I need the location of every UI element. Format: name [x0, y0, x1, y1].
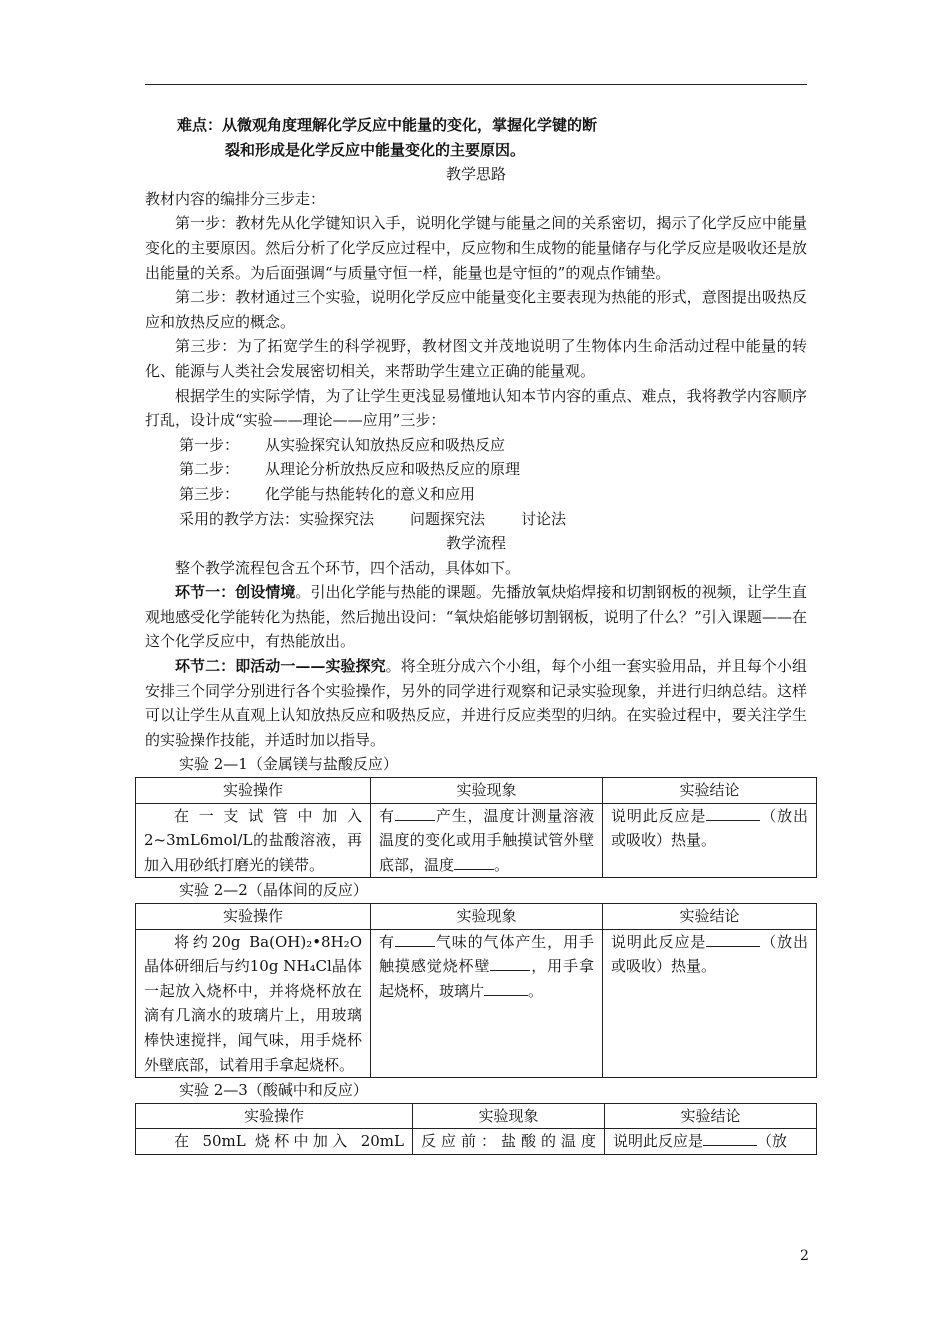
plan-step-label: 第三步：: [179, 484, 240, 503]
method-item: 实验探究法: [299, 509, 375, 528]
header-conclusion: 实验结论: [605, 1103, 817, 1129]
text-span: 有: [379, 806, 395, 825]
header-phenomenon: 实验现象: [413, 1103, 605, 1129]
difficulty-line-2: 裂和形成是化学反应中能量变化的主要原因。: [225, 140, 526, 159]
exp3-conclusion: [605, 1129, 817, 1155]
plan-step-label: 第一步：: [179, 435, 240, 454]
answer-blank[interactable]: [703, 1129, 757, 1146]
stage-2-title: 环节二：即活动一——实验探究: [175, 657, 386, 676]
methods-label: 采用的教学方法：: [179, 509, 300, 528]
exp2-caption: 实验 2—2（晶体间的反应）: [179, 881, 368, 900]
paragraph-step-1: 第一步：教材先从化学键知识入手，说明化学键与能量之间的关系密切，揭示了化学反应中能量变化的主要原因。然后分析了化学反应过程中，反应物和生成物的能量储存与化学反应是吸收还是放出能量的关系。为后面强调“与质量守恒一样，能量也是守恒的”的观点作铺垫。: [145, 214, 807, 282]
exp3-table: [135, 1103, 817, 1155]
header-operation: 实验操作: [136, 778, 371, 804]
intro-text: 教材内容的编排分三步走：: [145, 189, 326, 208]
text-span: 有: [379, 932, 395, 951]
table-row: [136, 803, 817, 878]
table-header-row: [136, 904, 817, 930]
answer-blank[interactable]: [706, 804, 760, 821]
answer-blank[interactable]: [490, 954, 530, 971]
exp2-operation: 将约20g Ba(OH)₂•8H₂O晶体研细后与约10g NH₄Cl晶体一起放入烧杯中，并将烧杯放在滴有几滴水的玻璃片上，用玻璃棒快速搅拌，闻气味，用手烧杯外壁底部，试着用手拿起烧杯。: [136, 929, 371, 1078]
exp3-operation: 在 50mL 烧杯中加入 20mL: [136, 1129, 413, 1155]
plan-step-text: 从理论分析放热反应和吸热反应的原理: [265, 460, 521, 479]
text-span: （放出或吸收）热量。: [611, 806, 808, 850]
paragraph-step-3: 第三步：为了拓宽学生的科学视野，教材图文并茂地说明了生物体内生命活动过程中能量的转化、能源与人类社会发展密切相关，来帮助学生建立正确的能量观。: [145, 337, 807, 380]
table-header-row: [136, 1103, 817, 1129]
plan-step-2: [145, 457, 807, 482]
heading-teaching-idea: 教学思路: [445, 165, 506, 184]
page-number: 2: [800, 1248, 809, 1264]
text-span: 说明此反应是: [611, 932, 707, 951]
text-span: 。: [494, 855, 510, 874]
header-phenomenon: 实验现象: [371, 904, 603, 930]
header-operation: 实验操作: [136, 904, 371, 930]
stage-2-text: 。将全班分成六个小组，每个小组一套实验用品，并且每个小组安排三个同学分别进行各个实验操作，另外的同学进行观察和记录实验现象，并进行归纳总结。这样可以让学生从直观上认知放热反应和吸热反应，并进行反应类型的归纳。在实验过程中，要关注学生的实验操作技能，并适时加以指导。: [145, 657, 807, 749]
answer-blank[interactable]: [484, 979, 528, 996]
heading-teaching-flow: 教学流程: [445, 534, 506, 553]
plan-step-1: [145, 433, 807, 458]
exp1-table: [135, 777, 817, 878]
method-item: 讨论法: [521, 509, 567, 528]
text-span: 。: [528, 981, 544, 1000]
header-operation: 实验操作: [136, 1103, 413, 1129]
answer-blank[interactable]: [395, 930, 435, 947]
table-row: [136, 929, 817, 1078]
paragraph-stage-1: [145, 580, 807, 654]
text-span: （放: [757, 1132, 788, 1151]
exp3-caption: 实验 2—3（酸碱中和反应）: [179, 1081, 368, 1100]
text-span: 产生，温度计测量溶液温度的变化或用手触摸试管外壁底部，温度: [379, 806, 594, 874]
exp2-phenomenon: [371, 929, 603, 1078]
text-span: 说明此反应是: [611, 806, 707, 825]
exp1-caption: 实验 2—1（金属镁与盐酸反应）: [179, 755, 398, 774]
stage-1-text: 。引出化学能与热能的课题。先播放氧炔焰焊接和切割钢板的视频，让学生直观地感受化学能转化为热能，然后抛出设问：“氧炔焰能够切割钢板，说明了什么？”引入课题——在这个化学反应中，有热能放出。: [145, 583, 807, 651]
exp2-table: [135, 903, 817, 1078]
method-item: 问题探究法: [410, 509, 486, 528]
plan-step-text: 化学能与热能转化的意义和应用: [265, 484, 476, 503]
text-span: 气味的气体产生，用手触摸感觉烧杯壁: [379, 932, 594, 976]
plan-step-label: 第二步：: [179, 460, 240, 479]
paragraph-stage-2: [145, 654, 807, 752]
answer-blank[interactable]: [454, 853, 494, 870]
header-rule: [145, 84, 807, 85]
table-row: [136, 1129, 817, 1155]
difficulty-line-1: 难点：从微观角度理解化学反应中能量的变化，掌握化学键的断: [177, 116, 598, 134]
exp1-operation: 在一支试管中加入2~3mL6mol/L的盐酸溶液，再加入用砂纸打磨光的镁带。: [136, 803, 371, 878]
page-content: [145, 113, 807, 1155]
text-span: ，用手拿起烧杯，玻璃片: [379, 957, 594, 1000]
header-phenomenon: 实验现象: [371, 778, 603, 804]
header-conclusion: 实验结论: [603, 778, 817, 804]
teaching-methods: [145, 507, 807, 532]
table-header-row: [136, 778, 817, 804]
text-span: （放出或吸收）热量。: [611, 932, 808, 976]
header-conclusion: 实验结论: [603, 904, 817, 930]
flow-intro: 整个教学流程包含五个环节，四个活动，具体如下。: [175, 558, 521, 577]
paragraph-step-2: 第二步：教材通过三个实验，说明化学反应中能量变化主要表现为热能的形式，意图提出吸热反应和放热反应的概念。: [145, 288, 807, 331]
paragraph-plan: 根据学生的实际学情，为了让学生更浅显易懂地认知本节内容的重点、难点，我将教学内容顺序打乱，设计成“实验——理论——应用”三步：: [145, 386, 807, 430]
exp3-phenomenon: 反应前：盐酸的温度: [413, 1129, 605, 1155]
exp2-conclusion: [603, 929, 817, 1078]
answer-blank[interactable]: [706, 930, 760, 947]
exp1-phenomenon: [371, 803, 603, 878]
plan-step-3: [145, 482, 807, 507]
stage-1-title: 环节一：创设情境: [175, 583, 296, 602]
plan-step-text: 从实验探究认知放热反应和吸热反应: [265, 435, 506, 454]
answer-blank[interactable]: [395, 804, 435, 821]
text-span: 说明此反应是: [613, 1132, 704, 1151]
exp1-conclusion: [603, 803, 817, 878]
